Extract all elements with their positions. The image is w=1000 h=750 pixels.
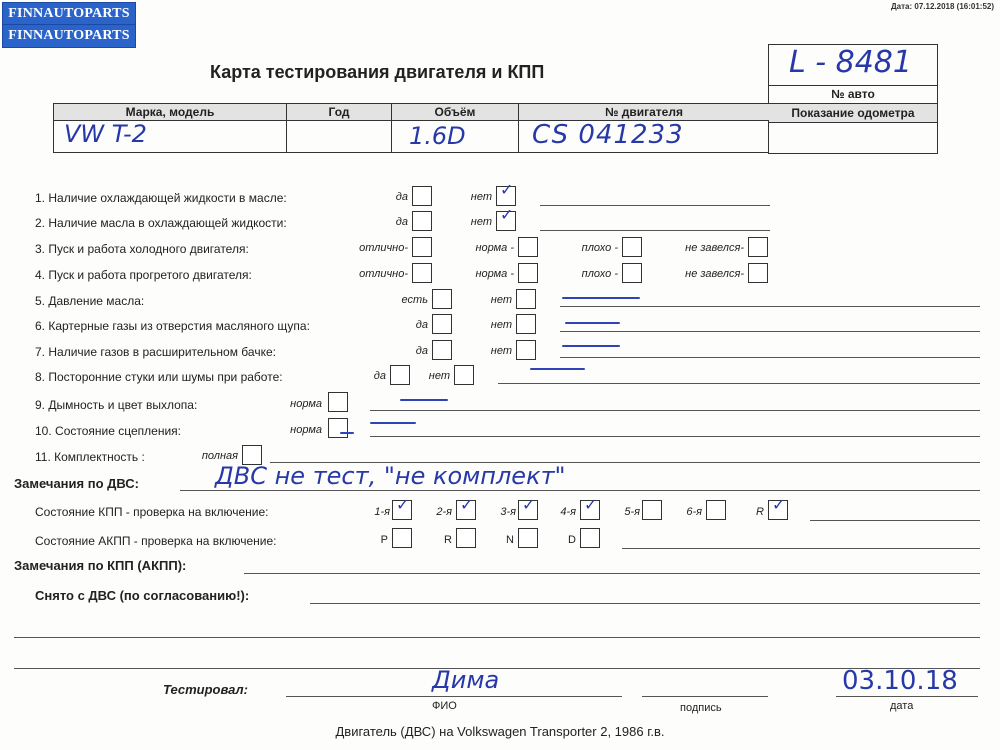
check-mark-icon: ✓ (522, 495, 536, 514)
kpp-state-label: Состояние КПП - проверка на включение: (35, 505, 269, 519)
option-label: нет (428, 370, 450, 382)
gear-label: 1-я (374, 506, 390, 518)
option-label: норма - (475, 268, 514, 280)
option-label: отлично- (359, 268, 408, 280)
gear-label: R (756, 506, 764, 518)
gear-label: 4-я (560, 506, 576, 518)
checkbox-akpp-d[interactable] (580, 528, 600, 548)
checkbox-q9-normal[interactable] (328, 392, 348, 412)
question-9: 9. Дымность и цвет выхлопа: (35, 398, 198, 412)
checkbox-q5-yes[interactable] (432, 289, 452, 309)
option-label: нет (490, 345, 512, 357)
question-2: 2. Наличие масла в охлаждающей жидкости: (35, 216, 287, 230)
checkbox-q4-no-start[interactable] (748, 263, 768, 283)
checkbox-q2-yes[interactable] (412, 211, 432, 231)
gear-label: 6-я (686, 506, 702, 518)
check-mark-icon: ✓ (396, 495, 410, 514)
tester-name[interactable]: Дима (432, 666, 500, 694)
odometer-label: Показание одометра (769, 103, 937, 123)
option-label: да (395, 216, 408, 228)
timestamp: Дата: 07.12.2018 (16:01:52) (890, 2, 994, 11)
checkbox-akpp-n[interactable] (518, 528, 538, 548)
question-6: 6. Картерные газы из отверстия масляного щупа: (35, 319, 310, 333)
question-4: 4. Пуск и работа прогретого двигателя: (35, 268, 252, 282)
akpp-position-label: N (506, 534, 514, 546)
engine-number-value: CS 041233 (532, 120, 684, 150)
check-mark-icon: ✓ (500, 180, 514, 199)
check-mark-icon: ✓ (500, 205, 514, 224)
check-mark-icon: ✓ (772, 495, 786, 514)
checkbox-gear-6[interactable] (706, 500, 726, 520)
checkbox-q4-bad[interactable] (622, 263, 642, 283)
option-label: не завелся- (685, 268, 744, 280)
fio-label: ФИО (432, 700, 457, 712)
removed-label: Снято с ДВС (по согласованию!): (35, 588, 250, 603)
option-label: да (415, 319, 428, 331)
checkbox-akpp-p[interactable] (392, 528, 412, 548)
akpp-state-label: Состояние АКПП - проверка на включение: (35, 534, 277, 548)
signature-label: подпись (680, 702, 722, 714)
car-number-box (768, 44, 938, 154)
volume-value: 1.6D (409, 122, 466, 150)
option-label: нет (470, 191, 492, 203)
checkbox-q1-yes[interactable] (412, 186, 432, 206)
column-header-volume: Объём (392, 104, 519, 121)
question-1: 1. Наличие охлаждающей жидкости в масле: (35, 191, 287, 205)
engine-remarks-value[interactable]: ДВС не тест, "не комплект" (215, 462, 566, 490)
column-header-model: Марка, модель (54, 104, 287, 121)
column-header-engine-number: № двигателя (519, 104, 769, 121)
model-value: VW T-2 (64, 120, 147, 148)
option-label: полная (201, 450, 238, 462)
brand-logo: FINNAUTOPARTS (2, 2, 136, 26)
kpp-remarks-label: Замечания по КПП (АКПП): (14, 558, 187, 573)
option-label: да (415, 345, 428, 357)
car-number-value: L - 8481 (789, 45, 912, 80)
caption: Двигатель (ДВС) на Volkswagen Transporter 2, 1986 г.в. (335, 724, 665, 739)
checkbox-akpp-r[interactable] (456, 528, 476, 548)
option-label: нет (470, 216, 492, 228)
question-8: 8. Посторонние стуки или шумы при работе: (35, 370, 283, 384)
check-mark-icon: ✓ (584, 495, 598, 514)
checkbox-q4-normal[interactable] (518, 263, 538, 283)
checkbox-q8-no[interactable] (454, 365, 474, 385)
akpp-position-label: P (380, 534, 388, 546)
question-10: 10. Состояние сцепления: (35, 424, 181, 438)
engine-remarks-label: Замечания по ДВС: (14, 476, 139, 491)
checkbox-q3-bad[interactable] (622, 237, 642, 257)
option-label: плохо - (581, 242, 618, 254)
option-label: да (395, 191, 408, 203)
header-table (53, 103, 769, 153)
checkbox-q7-yes[interactable] (432, 340, 452, 360)
akpp-position-label: R (444, 534, 452, 546)
checkbox-q3-no-start[interactable] (748, 237, 768, 257)
option-label: отлично- (359, 242, 408, 254)
checkbox-q6-yes[interactable] (432, 314, 452, 334)
car-number-label: № авто (831, 87, 875, 101)
option-label: нет (490, 319, 512, 331)
question-7: 7. Наличие газов в расширительном бачке: (35, 345, 276, 359)
option-label: норма - (475, 242, 514, 254)
question-5: 5. Давление масла: (35, 294, 145, 308)
checkbox-q7-no[interactable] (516, 340, 536, 360)
brand-logo-secondary: FINNAUTOPARTS (2, 24, 136, 48)
checkbox-q10-normal[interactable] (328, 418, 348, 438)
gear-label: 5-я (624, 506, 640, 518)
checkbox-q3-normal[interactable] (518, 237, 538, 257)
checkbox-q6-no[interactable] (516, 314, 536, 334)
date-label: дата (890, 700, 914, 712)
gear-label: 3-я (500, 506, 516, 518)
tested-by-label: Тестировал: (163, 682, 248, 697)
option-label: норма (290, 424, 322, 436)
option-label: норма (290, 398, 322, 410)
akpp-position-label: D (568, 534, 576, 546)
gear-label: 2-я (436, 506, 452, 518)
test-date[interactable]: 03.10.18 (842, 666, 958, 696)
checkbox-q8-yes[interactable] (390, 365, 410, 385)
question-3: 3. Пуск и работа холодного двигателя: (35, 242, 249, 256)
question-11: 11. Комплектность : (35, 450, 145, 464)
column-header-year: Год (287, 104, 392, 121)
check-mark-icon: ✓ (460, 495, 474, 514)
checkbox-q4-excellent[interactable] (412, 263, 432, 283)
option-label: да (373, 370, 386, 382)
option-label: плохо - (581, 268, 618, 280)
option-label: есть (401, 294, 428, 306)
checkbox-q5-no[interactable] (516, 289, 536, 309)
option-label: нет (490, 294, 512, 306)
checkbox-q3-excellent[interactable] (412, 237, 432, 257)
checkbox-gear-5[interactable] (642, 500, 662, 520)
option-label: не завелся- (685, 242, 744, 254)
page-title: Карта тестирования двигателя и КПП (210, 62, 545, 82)
